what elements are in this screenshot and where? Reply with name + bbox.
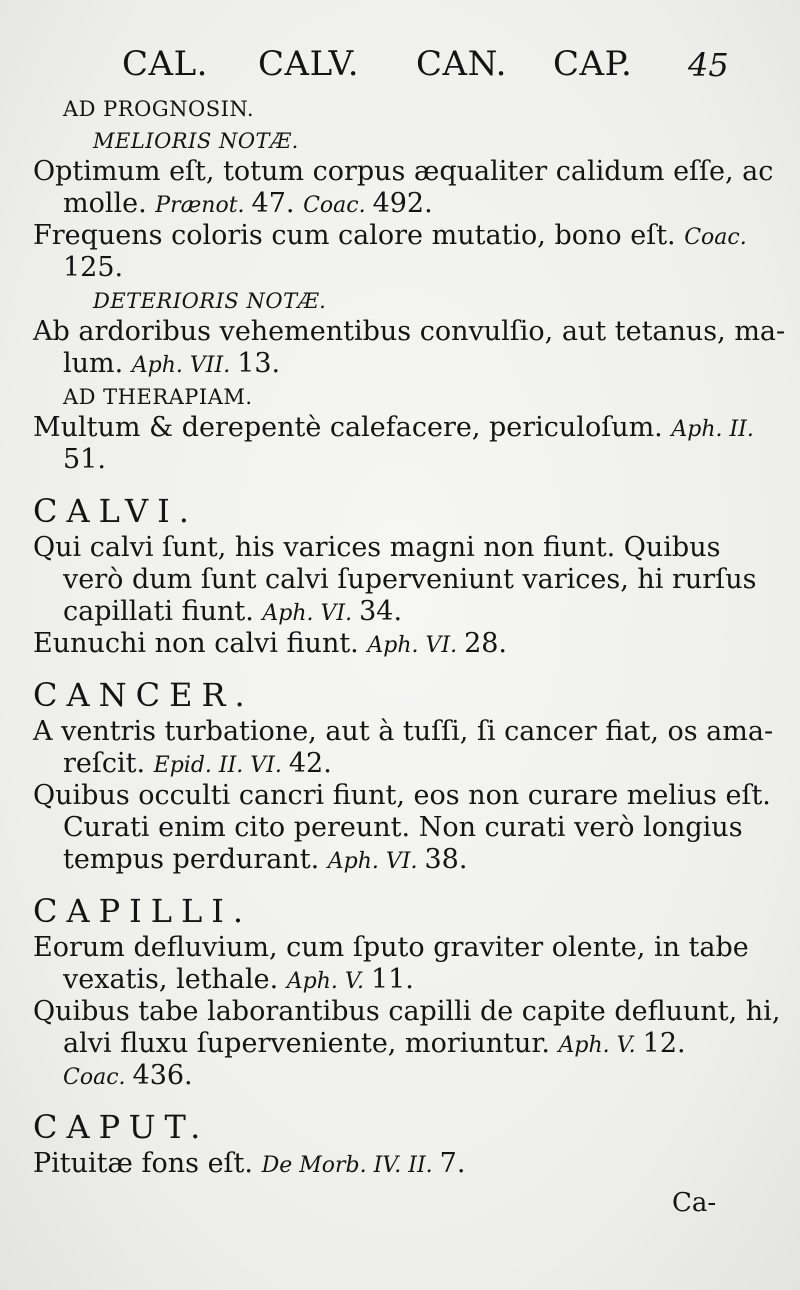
line-text: AD PROGNOSIN. <box>63 97 255 121</box>
line-text: capillati fiunt. <box>63 596 263 627</box>
section-heading <box>33 490 762 532</box>
line-text: 28. <box>464 628 508 659</box>
line-text: 47. <box>251 188 304 219</box>
line-text: 51. <box>63 444 106 475</box>
reference: Coac. <box>684 225 747 250</box>
text-line <box>33 564 762 596</box>
line-text: 13. <box>237 348 281 379</box>
line-text: Eunuchi non calvi fiunt. <box>33 628 368 659</box>
heading-text: CAPUT. <box>33 1108 210 1146</box>
line-text: reſcit. <box>63 748 154 779</box>
line-text: 42. <box>288 748 332 779</box>
heading-text: CAPILLI. <box>33 892 253 930</box>
text-line <box>33 348 762 380</box>
line-text: 11. <box>370 964 414 995</box>
text-line <box>33 596 762 628</box>
text-line <box>33 316 786 348</box>
text-line <box>33 996 781 1028</box>
line-text: tempus perdurant. <box>63 844 328 875</box>
header-word-cap: CAP. <box>553 44 633 84</box>
page-number: 45 <box>688 46 729 84</box>
text-line <box>33 220 762 252</box>
line-text: Eorum defluvium, cum ſputo graviter olente, in tabe <box>33 932 749 963</box>
line-text: DETERIORIS NOTÆ. <box>93 289 327 313</box>
text-line <box>33 380 762 412</box>
text-line <box>33 628 762 660</box>
line-text: Ab ardoribus vehementibus convulſio, aut tetanus, ma- <box>33 316 786 347</box>
text-line <box>33 284 762 316</box>
text-line <box>33 780 771 812</box>
header-word-cal: CAL. <box>122 44 208 84</box>
reference: Coac. <box>303 193 373 218</box>
line-text: 7. <box>439 1148 466 1179</box>
line-text: Optimum eſt, totum corpus æqualiter calidum eſſe, ac <box>33 156 774 187</box>
line-text: Quibus tabe laborantibus capilli de capite defluunt, hi, <box>33 996 781 1027</box>
line-text: molle. <box>63 188 156 219</box>
reference: Aph. V. <box>286 969 371 994</box>
line-text: alvi fluxu ſuperveniente, moriuntur. <box>63 1028 559 1059</box>
line-text: vexatis, lethale. <box>63 964 287 995</box>
section-heading <box>33 1106 762 1148</box>
line-text: 125. <box>63 252 124 283</box>
reference: De Morb. IV. II. <box>261 1153 440 1178</box>
line-text: lum. <box>63 348 132 379</box>
text-line <box>33 188 762 220</box>
header-word-calv: CALV. <box>258 44 360 84</box>
line-text: MELIORIS NOTÆ. <box>93 129 299 153</box>
line-text: A ventris turbatione, aut à tuſſi, ſi cancer fiat, os ama- <box>33 716 774 747</box>
text-line <box>33 844 762 876</box>
line-text: Curati enim cito pereunt. Non curati verò longius <box>63 812 743 843</box>
section-heading <box>33 674 762 716</box>
text-line <box>33 1028 762 1060</box>
reference: Coac. <box>63 1065 133 1090</box>
text-line <box>33 124 762 156</box>
reference: Aph. VI. <box>327 849 425 874</box>
line-text: 492. <box>372 188 433 219</box>
reference: Aph. V. <box>558 1033 643 1058</box>
section-heading <box>33 890 762 932</box>
line-text: 34. <box>359 596 403 627</box>
reference: Prænot. <box>155 193 252 218</box>
heading-text: CALVI. <box>33 492 198 530</box>
text-line <box>33 156 774 188</box>
line-text: Pituitæ fons eſt. <box>33 1148 262 1179</box>
text-line <box>33 532 762 564</box>
text-line <box>33 716 774 748</box>
running-header <box>0 44 800 84</box>
heading-text: CANCER. <box>33 676 254 714</box>
text-line <box>33 932 762 964</box>
reference: Epid. II. VI. <box>153 753 289 778</box>
header-word-can: CAN. <box>416 44 507 84</box>
reference: Aph. II. <box>671 417 754 442</box>
line-text: 12. <box>642 1028 686 1059</box>
text-line <box>33 1148 762 1180</box>
text-line <box>33 748 762 780</box>
text-line <box>33 92 762 124</box>
text-line <box>33 1060 762 1092</box>
text-line <box>33 812 762 844</box>
line-text: 38. <box>424 844 468 875</box>
text-line <box>33 444 762 476</box>
reference: Aph. VI. <box>262 601 360 626</box>
line-text: AD THERAPIAM. <box>63 385 253 409</box>
reference: Aph. VII. <box>131 353 238 378</box>
page-body <box>33 92 786 1180</box>
line-text: Multum & derepentè calefacere, periculoſum. <box>33 412 672 443</box>
catchword: Ca- <box>672 1188 717 1218</box>
line-text: Qui calvi ſunt, his varices magni non fiunt. Quibus <box>33 532 721 563</box>
line-text: 436. <box>132 1060 193 1091</box>
line-text: Quibus occulti cancri fiunt, eos non curare melius eſt. <box>33 780 771 811</box>
line-text: verò dum ſunt calvi ſuperveniunt varices, hi rurſus <box>63 564 757 595</box>
reference: Aph. VI. <box>367 633 465 658</box>
text-line <box>33 252 762 284</box>
text-line <box>33 964 762 996</box>
text-line <box>33 412 762 444</box>
line-text: Frequens coloris cum calore mutatio, bono eſt. <box>33 220 685 251</box>
